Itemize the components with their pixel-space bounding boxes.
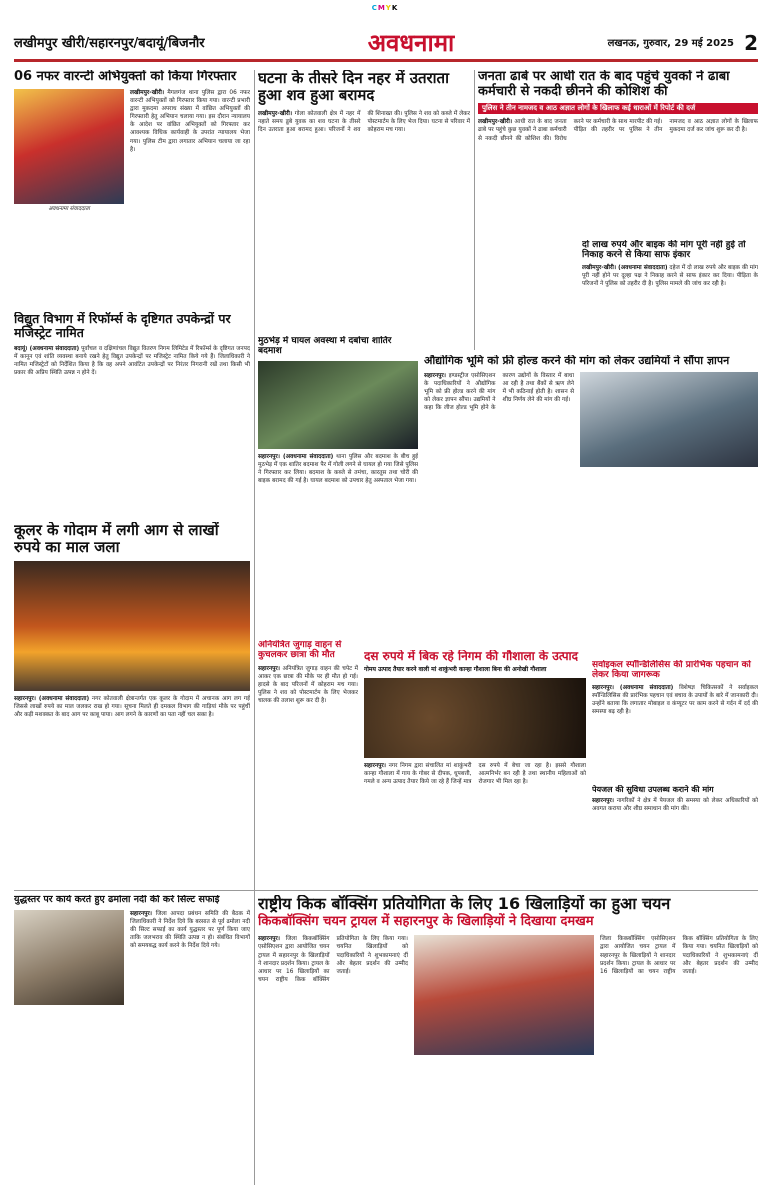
subheadline: किकबॉक्सिंग चयन ट्रायल में सहारनपुर के खिलाड़ियों ने दिखाया दमखम xyxy=(258,914,594,930)
headline: कूलर के गोदाम में लगी आग से लाखों रुपये का माल जला xyxy=(14,522,219,557)
story-body: सहारनपुर। (अवधनामा संवाददाता) नगर कोतवाली क्षेत्रान्तर्गत एक कूलर के गोदाम में अचानक आग लग गई जिससे लाखों रुपये का माल जलकर राख हो गया। सूचना मिलते ही दमकल विभाग की गाड़ियां मौके पर पहुंचीं और कड़ी मशक्कत के बाद आग पर काबू पाया। आग लगने के कारणों का पता नहीं चल सका है। xyxy=(14,695,250,718)
newspaper-logo: अवधनामा xyxy=(367,29,455,58)
story-spondylitis xyxy=(592,660,758,780)
story-kickboxing xyxy=(258,895,758,1185)
headline: जनता ढाबे पर आधी रात के बाद पहुंचे युवकों ने ढाबा कर्मचारी से नकदी छीनने की कोशिश की xyxy=(478,70,730,99)
page-number: 2 xyxy=(744,31,758,55)
industrial-photo xyxy=(580,372,758,467)
subheadline: पुलिस ने तीन नामजद व आठ अज्ञात लोगों के खिलाफ कई धाराओं में रिपोर्ट की दर्ज xyxy=(478,103,758,114)
headline: सर्वाइकल स्पॉन्डिलिसिस की प्रारंभिक पहचान को लेकर किया जागरूक xyxy=(592,660,751,681)
story-jugaad xyxy=(258,640,358,890)
column-divider xyxy=(474,70,475,350)
story-warrant xyxy=(14,70,250,310)
story-body: लखीमपुर-खीरी। मैगलगंज थाना पुलिस द्वारा 06 नफर वारन्टी अभियुक्तों को गिरफ्तार किया गया। वारन्टी प्रभारी द्वारा मुकदमा अपराध संख्या में वांछित अभियुक्तों की गिरफ्तारी हेतु अभियान चलाया गया। इस दौरान न्यायालय के आदेश पर वांछित अभियुक्तों को गिरफ्तार कर आवश्यक विधिक कार्यवाही के उपरांत न्यायालय भेजा गया। पुलिस टीम द्वारा लगातार अभियान चलाया जा रहा है। xyxy=(130,89,250,153)
column-divider xyxy=(254,70,255,1185)
story-dhaba xyxy=(478,70,758,240)
story-river-body xyxy=(258,70,470,332)
story-body: सहारनपुर। (अवधनामा संवाददाता) थाना पुलिस और बदमाश के बीच हुई मुठभेड़ में एक शातिर बदमाश पैर में गोली लगने से घायल हो गया जिसे पुलिस ने गिरफ्तार कर लिया। बदमाश के कब्जे से तमंचा, कारतूस तथा चोरी की बाइक बरामद की गई है। घायल बदमाश को उपचार हेतु अस्पताल भेजा गया। xyxy=(258,453,418,485)
section-divider xyxy=(14,890,758,891)
story-body: बदायूं। (अवधनामा संवाददाता) पूर्वांचल व दक्षिणांचल विद्युत वितरण निगम लिमिटेड में रिफॉर्म्स के दृष्टिगत जनपद में कानून एवं शांति व्यवस्था बनाये रखने हेतु विद्युत उपकेन्द्रों पर मजिस्ट्रेट नामित किये गये हैं। जिलाधिकारी ने नामित मजिस्ट्रेटों को निर्देशित किया है कि वह अपने आवंटित उपकेन्द्रों पर निरंतर निगरानी रखें तथा किसी भी प्रकार की अप्रिय स्थिति उत्पन्न न होने दें। xyxy=(14,345,250,377)
story-godown-fire xyxy=(14,522,250,827)
story-industrial xyxy=(424,355,758,655)
photo-caption: अवधनामा संवाददाता xyxy=(48,205,90,212)
story-body: लखीमपुर-खीरी। (अवधनामा संवाददाता) दहेज में दो लाख रुपये और बाइक की मांग पूरी नहीं होने पर दूल्हा पक्ष ने निकाह करने से साफ इंकार कर दिया। पीड़िता के परिजनों ने पुलिस को तहरीर दी है। पुलिस मामले की जांच कर रही है। xyxy=(582,264,758,287)
story-gaushala xyxy=(364,650,586,890)
story-body: सहारनपुर। नगर निगम द्वारा संचालित मां शाकुंभरी कान्हा गौशाला में गाय के गोबर से दीपक, धूपबत्ती, गमले व अन्य उत्पाद तैयार किये जा रहे हैं जिन्हें मात्र दस रुपये में बेचा जा रहा है। इससे गौशाला आत्मनिर्भर बन रही है तथा स्थानीय महिलाओं को रोजगार भी मिल रहा है। xyxy=(364,762,586,786)
headline: दो लाख रुपये और बाइक की मांग पूरी नहीं हुई तो निकाह करने से किया साफ इंकार xyxy=(582,240,746,261)
headline: पेयजल की सुविधा उपलब्ध कराने की मांग xyxy=(592,785,714,794)
story-body: सहारनपुर। इण्डस्ट्रीज एसोसिएशन के पदाधिकारियों ने औद्योगिक भूमि को फ्री होल्ड करने की मांग को लेकर ज्ञापन सौंपा। उद्यमियों ने कहा कि लीज होल्ड भूमि होने के कारण उद्योगों के विस्तार में बाधा आ रही है तथा बैंकों से ऋण लेने में भी कठिनाई होती है। शासन से शीघ्र निर्णय लेने की मांग की गई। xyxy=(424,372,574,412)
story-silt-cleaning xyxy=(14,895,250,1185)
headline: राष्ट्रीय किक बॉक्सिंग प्रतियोगिता के लिए 16 खिलाड़ियों का हुआ चयन xyxy=(258,895,671,913)
meeting-photo xyxy=(14,910,124,1005)
headline: औद्योगिक भूमि को फ्री होल्ड करने की मांग को लेकर उद्यमियों ने सौंपा ज्ञापन xyxy=(424,355,730,367)
encounter-photo xyxy=(258,361,418,449)
story-water xyxy=(592,785,758,885)
headline: युद्धस्तर पर कार्य करते हुए ढमोला नदी की करें सिल्ट सफाई xyxy=(14,895,220,905)
story-body: सहारनपुर। जिला किकबॉक्सिंग एसोसिएशन द्वारा आयोजित चयन ट्रायल में सहारनपुर के खिलाड़ियों ने शानदार प्रदर्शन किया। ट्रायल के आधार पर 16 खिलाड़ियों का चयन राष्ट्रीय किक बॉक्सिंग प्रतियोगिता के लिए किया गया। चयनित खिलाड़ियों को पदाधिकारियों ने शुभकामनाएं दीं और बेहतर प्रदर्शन की उम्मीद जताई। xyxy=(258,936,408,983)
headline: विद्युत विभाग में रिफॉर्म्स के दृष्टिगत उपकेन्द्रों पर मजिस्ट्रेट नामित xyxy=(14,312,231,341)
headline: 06 नफर वारन्टी अभियुक्तों को किया गिरफ्तार xyxy=(14,70,237,84)
story-body: सहारनपुर। (अवधनामा संवाददाता) विशेषज्ञ चिकित्सकों ने सर्वाइकल स्पॉन्डिलिसिस की प्रारंभिक पहचान एवं बचाव के उपायों के बारे में जानकारी दी। उन्होंने बताया कि लगातार मोबाइल व कंप्यूटर पर काम करने से गर्दन में दर्द की समस्या बढ़ रही है। xyxy=(592,684,758,716)
warrant-illustration xyxy=(14,89,124,204)
story-body: लखीमपुर-खीरी। आधी रात के बाद जनता ढाबे पर पहुंचे कुछ युवकों ने ढाबा कर्मचारी से नकदी छीनने की कोशिश की। विरोध करने पर कर्मचारी के साथ मारपीट की गई। पीड़ित की तहरीर पर पुलिस ने तीन नामजद व आठ अज्ञात लोगों के खिलाफ मुकदमा दर्ज कर जांच शुरू कर दी है। xyxy=(478,119,758,142)
story-body: सहारनपुर। जिला आपदा प्रबंधन समिति की बैठक में जिलाधिकारी ने निर्देश दिये कि बरसात से पूर्व ढमोला नदी की सिल्ट सफाई का कार्य युद्धस्तर पर पूर्ण किया जाए ताकि जलभराव की स्थिति उत्पन्न न हो। संबंधित विभागों को समयबद्ध कार्य करने के निर्देश दिये गये। xyxy=(130,910,250,950)
story-body: सहारनपुर। नागरिकों ने क्षेत्र में पेयजल की समस्या को लेकर अधिकारियों को अवगत कराया और शीघ्र समाधान की मांग की। xyxy=(592,798,758,813)
story-dowry xyxy=(582,240,758,352)
subheadline: गोमय उत्पाद तैयार करने वाली मां शाकुंभरी कान्हा गौशाला बिना की अनोखी गौशाला xyxy=(364,665,547,673)
fire-photo xyxy=(14,561,250,691)
story-electricity xyxy=(14,312,250,517)
dateline: लखनऊ, गुरुवार, 29 मई 2025 xyxy=(607,37,734,49)
story-body: लखीमपुर-खीरी। गोला कोतवाली क्षेत्र में नहर में नहाते समय डूबे युवक का शव घटना के तीसरे दिन उतराता हुआ बरामद हुआ। परिजनों ने शव की शिनाख्त की। पुलिस ने शव को कब्जे में लेकर पोस्टमार्टम के लिए भेज दिया। घटना से परिवार में कोहराम मच गया। xyxy=(258,110,470,133)
masthead xyxy=(14,28,758,62)
headline: घटना के तीसरे दिन नहर में उतराता हुआ शव हुआ बरामद xyxy=(258,70,449,105)
edition-names: लखीमपुर खीरी/सहारनपुर/बदायूं/बिजनौर xyxy=(14,35,205,51)
story-encounter xyxy=(258,336,418,636)
headline: मुठभेड़ में घायल अवस्था में दबोचा शातिर बदमाश xyxy=(258,336,392,357)
headline: दस रुपये में बिक रहे निगम की गौशाला के उत्पाद xyxy=(364,650,579,663)
story-body: सहारनपुर। अनियंत्रित जुगाड़ वाहन की चपेट में आकर एक छात्रा की मौके पर ही मौत हो गई। हादसे के बाद परिजनों में कोहराम मच गया। पुलिस ने शव को पोस्टमार्टम के लिए भेजकर चालक की तलाश शुरू कर दी है। xyxy=(258,665,358,705)
headline: अनियंत्रित जुगाड़ वाहन से कुचलकर छात्रा की मौत xyxy=(258,640,342,661)
gaushala-products-photo xyxy=(364,678,586,758)
kickboxing-team-photo xyxy=(414,935,594,1055)
story-body-continued: जिला किकबॉक्सिंग एसोसिएशन द्वारा आयोजित चयन ट्रायल में सहारनपुर के खिलाड़ियों ने शानदार प्रदर्शन किया। ट्रायल के आधार पर 16 खिलाड़ियों का चयन राष्ट्रीय किक बॉक्सिंग प्रतियोगिता के लिए किया गया। चयनित खिलाड़ियों को पदाधिकारियों ने शुभकामनाएं दीं और बेहतर प्रदर्शन की उम्मीद जताई। xyxy=(600,936,758,975)
color-registration-bar: CMYK xyxy=(371,4,399,12)
